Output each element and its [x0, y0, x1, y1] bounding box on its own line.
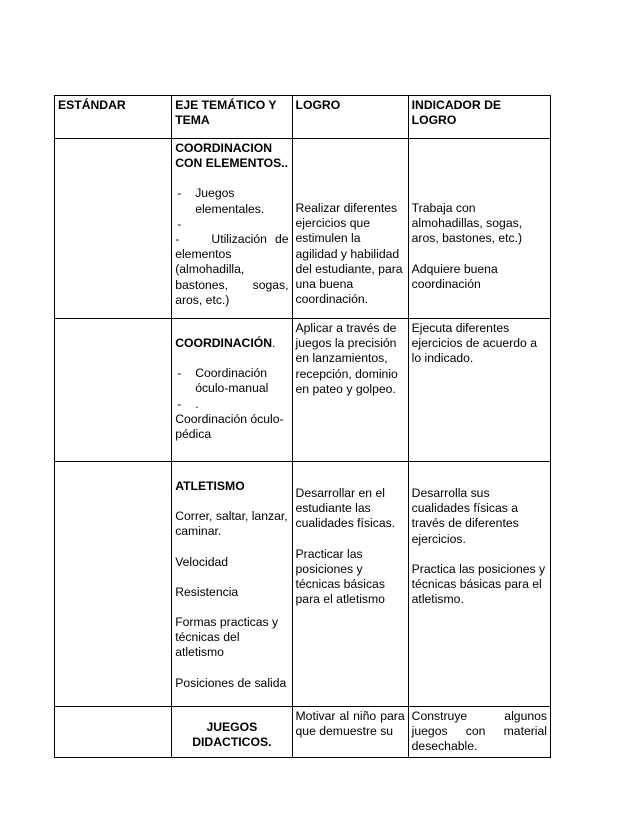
- estandar-cell: [55, 319, 172, 462]
- eje-title: ATLETISMO: [175, 479, 245, 493]
- list-item: -: [177, 216, 182, 231]
- list-item: - Coordinación óculo-manual: [177, 366, 269, 396]
- indicador-cell: [408, 462, 550, 707]
- indicador-cell: [408, 139, 550, 319]
- indicador-text: Construye algunos juegos con material desechable.: [411, 709, 547, 754]
- indicador-text: Trabaja con almohadillas, sogas, aros, bastones, etc.): [411, 201, 523, 246]
- header-estandar: ESTÁNDAR: [55, 96, 172, 139]
- eje-cell: [172, 462, 292, 707]
- list-item: - .: [177, 396, 199, 411]
- logro-cell: [292, 319, 408, 462]
- eje-line: Formas practicas y técnicas del atletismo: [175, 615, 279, 660]
- eje-line: Correr, saltar, lanzar, caminar.: [175, 509, 288, 539]
- logro-text: Realizar diferentes ejercicios que estimulen la agilidad y habilidad del estudiante, para una buena coordinación.: [295, 201, 403, 307]
- table-row: [55, 462, 551, 707]
- table-header-row: [55, 96, 551, 139]
- indicador-cell: [408, 319, 550, 462]
- list-item: - Juegos elementales.: [177, 186, 265, 216]
- logro-text: Motivar al niño para que demuestre su: [295, 709, 405, 739]
- indicador-cell: [408, 707, 550, 758]
- indicador-text: Desarrolla sus cualidades físicas a través de diferentes ejercicios.: [411, 486, 519, 546]
- estandar-cell: [55, 139, 172, 319]
- header-eje-tematico: EJE TEMÁTICO Y TEMA: [172, 96, 292, 139]
- header-logro: LOGRO: [292, 96, 408, 139]
- list-item: - Utilización de elementos (almohadilla, bastones, sogas, aros, etc.): [175, 232, 289, 307]
- logro-cell: [292, 139, 408, 319]
- table-row: [55, 319, 551, 462]
- eje-cell: [172, 139, 292, 319]
- estandar-cell: [55, 707, 172, 758]
- table-row: [55, 707, 551, 758]
- logro-cell: [292, 707, 408, 758]
- table-row: [55, 139, 551, 319]
- eje-line: Velocidad: [175, 554, 229, 569]
- curriculum-table: [54, 95, 551, 758]
- eje-extra: Coordinación óculo-pédica: [175, 411, 284, 442]
- logro-text: Desarrollar en el estudiante las cualidades físicas.: [295, 486, 396, 531]
- logro-text: Aplicar a través de juegos la precisión en lanzamientos, recepción, dominio en pateo y golpeo.: [295, 321, 398, 396]
- eje-line: Resistencia: [175, 584, 239, 599]
- indicador-text: Practica las posiciones y técnicas básicas para el atletismo.: [411, 561, 546, 607]
- eje-cell: [172, 319, 292, 462]
- logro-text: Practicar las posiciones y técnicas básicas para el atletismo: [295, 546, 385, 607]
- eje-title: JUEGOS DIDACTICOS.: [192, 720, 272, 750]
- eje-cell: [172, 707, 292, 758]
- estandar-cell: [55, 462, 172, 707]
- eje-title: COORDINACION CON ELEMENTOS..: [175, 141, 289, 171]
- logro-cell: [292, 462, 408, 707]
- eje-line: Posiciones de salida: [175, 675, 287, 690]
- header-indicador: INDICADOR DE LOGRO: [408, 96, 550, 139]
- indicador-text: Adquiere buena coordinación: [411, 261, 498, 291]
- eje-title-line: COORDINACIÓN.: [175, 336, 276, 350]
- indicador-text: Ejecuta diferentes ejercicios de acuerdo a lo indicado.: [411, 321, 537, 366]
